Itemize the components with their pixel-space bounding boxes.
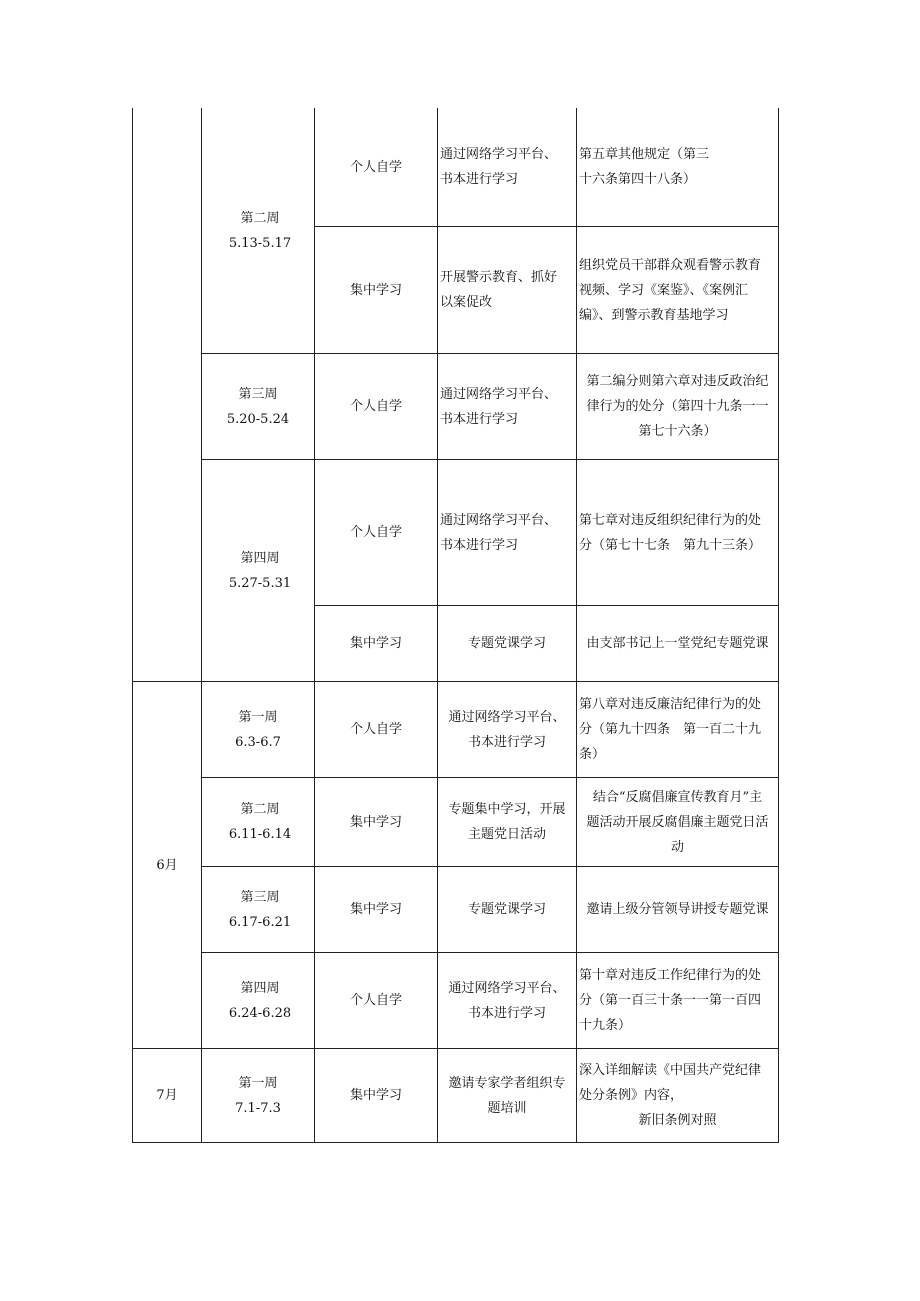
month-label: 6月	[156, 857, 178, 873]
week-cell	[202, 460, 314, 681]
content-text: 由支部书记上一堂党纪专题党课	[586, 636, 769, 651]
week-cell	[202, 953, 314, 1048]
content-cell	[577, 108, 778, 226]
month-cell	[133, 1049, 201, 1142]
mode-label: 个人自学	[349, 525, 402, 540]
content-text: 第十章对违反工作纪律行为的处	[579, 968, 762, 983]
mode-label: 集中学习	[349, 282, 402, 298]
mode-label: 集中学习	[349, 636, 402, 651]
mode-cell	[315, 867, 437, 952]
week-label: 第二周	[240, 210, 280, 226]
method-text: 书本进行学习	[440, 537, 519, 553]
method-text: 通过网络学习平台、	[448, 980, 566, 996]
mode-cell	[315, 108, 437, 226]
week-label: 第一周	[238, 709, 278, 725]
method-cell	[438, 460, 576, 605]
week-label: 第二周	[240, 802, 280, 817]
content-text: 处分条例》内容，	[579, 1088, 684, 1103]
content-text: 组织党员干部群众观看警示教育	[579, 257, 762, 273]
month-cell	[133, 682, 201, 1048]
method-text: 题培训	[487, 1100, 527, 1116]
mode-label: 个人自学	[349, 159, 402, 175]
content-text: 编》、到警示教育基地学习	[579, 307, 729, 323]
method-text: 通过网络学习平台、	[440, 147, 558, 162]
month-label: 7月	[156, 1088, 178, 1103]
mode-label: 集中学习	[349, 1088, 402, 1103]
week-cell	[202, 867, 314, 952]
mode-label: 集中学习	[349, 814, 402, 830]
content-text: 邀请上级分管领导讲授专题党课	[586, 902, 769, 917]
method-text: 专题党课学习	[467, 902, 546, 917]
method-text: 邀请专家学者组织专	[448, 1075, 566, 1091]
method-text: 通过网络学习平台、	[440, 386, 558, 402]
method-text: 书本进行学习	[440, 411, 519, 427]
content-text: 律行为的处分（第四十九条一一	[586, 399, 769, 414]
method-text: 书本进行学习	[467, 734, 546, 750]
mode-cell	[315, 354, 437, 459]
content-text: 第五章其他规定（第三	[579, 147, 710, 162]
mode-cell	[315, 227, 437, 353]
mode-label: 个人自学	[349, 722, 402, 737]
content-cell	[577, 460, 778, 605]
week-cell	[202, 778, 314, 866]
week-cell	[202, 1049, 314, 1142]
content-text: 第二编分则第六章对违反政治纪	[586, 374, 769, 389]
method-text: 通过网络学习平台、	[440, 512, 558, 528]
content-text: 分（第九十四条 第一百二十九	[579, 722, 762, 737]
method-text: 书本进行学习	[467, 1005, 546, 1021]
content-text: 新旧条例对照	[638, 1113, 717, 1128]
content-text: 第八章对违反廉洁纪律行为的处	[579, 697, 762, 712]
week-label: 第四周	[240, 980, 280, 996]
method-cell	[438, 953, 576, 1048]
method-text: 书本进行学习	[440, 172, 519, 187]
content-cell	[577, 953, 778, 1048]
method-cell	[438, 108, 576, 226]
method-cell	[438, 606, 576, 681]
week-dates: 5.20-5.24	[226, 411, 290, 427]
row-divider	[132, 1142, 779, 1143]
method-cell	[438, 227, 576, 353]
week-dates: 6.17-6.21	[228, 914, 292, 930]
week-label: 第四周	[240, 550, 280, 566]
content-cell	[577, 606, 778, 681]
method-text: 主题党日活动	[467, 827, 546, 842]
week-dates: 5.13-5.17	[228, 235, 292, 251]
method-text: 通过网络学习平台、	[448, 709, 566, 725]
content-text: 十九条）	[579, 1018, 632, 1033]
content-cell	[577, 227, 778, 353]
week-label: 第一周	[238, 1075, 278, 1091]
week-dates: 7.1-7.3	[235, 1100, 281, 1116]
mode-cell	[315, 778, 437, 866]
week-dates: 5.27-5.31	[228, 575, 292, 591]
mode-cell	[315, 460, 437, 605]
mode-cell	[315, 682, 437, 777]
table-border	[778, 108, 779, 1143]
method-text: 专题党课学习	[467, 636, 546, 651]
week-cell	[202, 682, 314, 777]
mode-label: 集中学习	[349, 902, 402, 917]
week-cell	[202, 108, 314, 353]
mode-cell	[315, 606, 437, 681]
content-text: 视频、学习《案鉴》、《案例汇	[579, 282, 749, 298]
content-text: 分（第七十七条 第九十三条）	[579, 537, 762, 553]
week-cell	[202, 354, 314, 459]
method-text: 以案促改	[440, 295, 493, 310]
week-label: 第三周	[240, 889, 280, 905]
content-text: 动	[670, 839, 684, 855]
content-text: 结合“反腐倡廉宣传教育月”主	[592, 789, 763, 805]
method-cell	[438, 354, 576, 459]
week-dates: 6.3-6.7	[235, 734, 281, 750]
content-text: 第七章对违反组织纪律行为的处	[579, 512, 762, 528]
content-cell	[577, 778, 778, 866]
content-cell	[577, 867, 778, 952]
content-cell	[577, 1049, 778, 1142]
mode-cell	[315, 1049, 437, 1142]
content-cell	[577, 682, 778, 777]
content-text: 分（第一百三十条一一第一百四	[579, 993, 762, 1008]
content-cell	[577, 354, 778, 459]
week-dates: 6.24-6.28	[228, 1005, 292, 1021]
mode-label: 个人自学	[349, 399, 402, 414]
content-text: 十六条第四十八条）	[579, 172, 697, 187]
content-text: 第七十六条）	[638, 424, 717, 439]
content-text: 条）	[579, 747, 606, 762]
mode-cell	[315, 953, 437, 1048]
content-text: 深入详细解读《中国共产党纪律	[579, 1063, 762, 1078]
content-text: 题活动开展反腐倡廉主题党日活	[586, 814, 769, 830]
mode-label: 个人自学	[349, 993, 402, 1008]
week-dates: 6.11-6.14	[228, 827, 292, 842]
week-label: 第三周	[238, 386, 278, 402]
method-text: 专题集中学习，开展	[448, 802, 566, 817]
method-cell	[438, 1049, 576, 1142]
method-text: 开展警示教育、抓好	[440, 270, 558, 285]
method-cell	[438, 778, 576, 866]
method-cell	[438, 682, 576, 777]
method-cell	[438, 867, 576, 952]
